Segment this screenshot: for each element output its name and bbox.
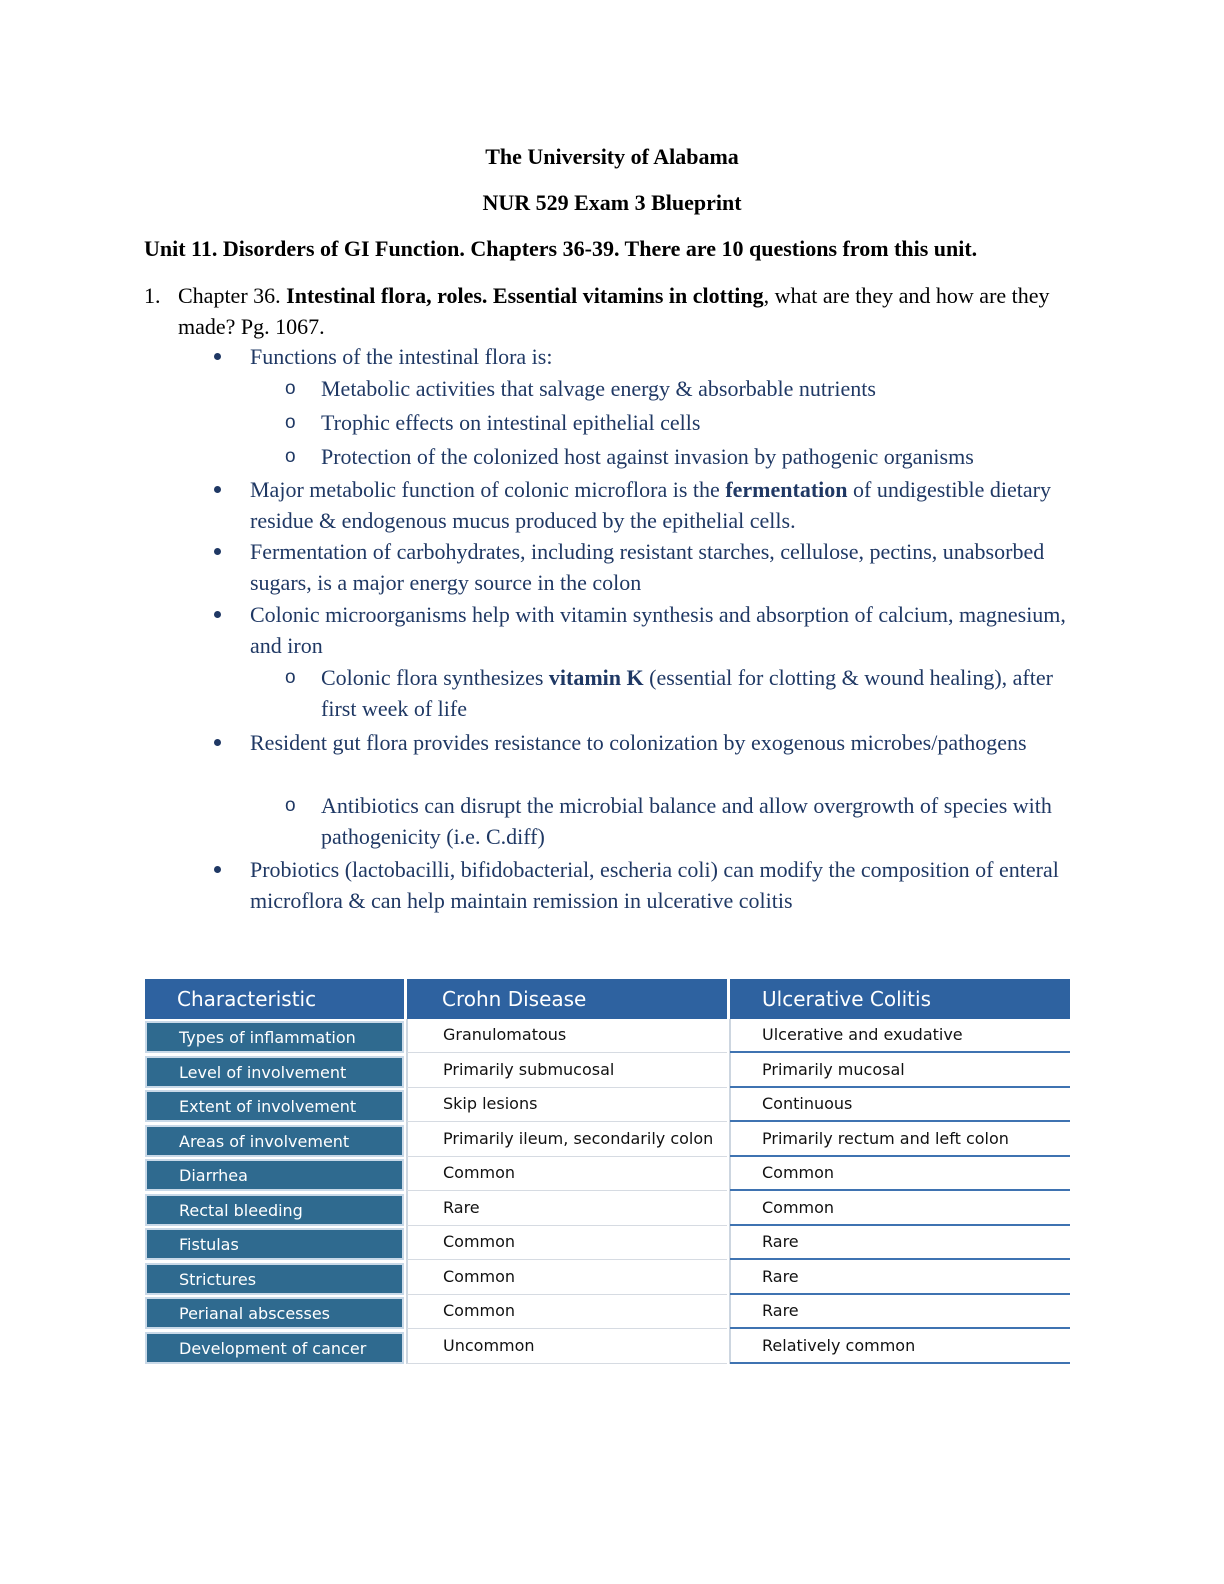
row-label: Extent of involvement — [145, 1090, 404, 1122]
exam-title: NUR 529 Exam 3 Blueprint — [482, 190, 742, 215]
sub-bullet-text: Trophic effects on intestinal epithelial cells — [321, 410, 701, 435]
circle-bullet-icon: o — [285, 667, 296, 688]
sub-bullet-vitamin-k — [285, 662, 1081, 724]
cell-ulcerative-colitis: Primarily rectum and left colon — [730, 1124, 1070, 1157]
cell-crohn: Rare — [407, 1193, 727, 1226]
sub-bullet-text: (essential for clotting & wound healing), after first week of life — [321, 665, 1053, 721]
item-number: 1. — [144, 283, 161, 308]
row-label: Fistulas — [145, 1228, 404, 1260]
university-title: The University of Alabama — [485, 144, 739, 169]
bullet-text: Resident gut flora provides resistance to colonization by exogenous microbes/pathogens — [250, 730, 1027, 755]
sub-bullet-1 — [285, 373, 1081, 404]
bullet-major-function — [250, 474, 1080, 536]
sub-bullet-text: Protection of the colonized host against invasion by pathogenic organisms — [321, 444, 974, 469]
circle-bullet-icon: o — [285, 378, 296, 399]
circle-bullet-icon: o — [285, 412, 296, 433]
bullet-text: of undigestible dietary residue & endogenous mucus produced by the epithelial cells. — [250, 477, 1051, 533]
cell-ulcerative-colitis: Ulcerative and exudative — [730, 1020, 1070, 1053]
bullet-dot-icon — [214, 548, 221, 555]
header-characteristic: Characteristic — [145, 979, 404, 1019]
bullet-text: Major metabolic function of colonic microflora is the — [250, 477, 726, 502]
row-label: Level of involvement — [145, 1056, 404, 1088]
cell-crohn: Common — [407, 1158, 727, 1191]
row-label: Perianal abscesses — [145, 1297, 404, 1329]
item-text — [178, 280, 1074, 342]
sub-bullet-3 — [285, 441, 1081, 472]
bullet-text: Fermentation of carbohydrates, including resistant starches, cellulose, pectins, unabsorbed sugars, is a major energy source in the colon — [250, 539, 1045, 595]
bullet-functions — [250, 341, 1080, 372]
comparison-table — [145, 979, 1070, 1364]
header-crohn: Crohn Disease — [407, 979, 727, 1019]
sub-bullet-2 — [285, 407, 1081, 438]
circle-bullet-icon: o — [285, 446, 296, 467]
item-suffix: , what are they and how are they made? Pg. 1067. — [178, 283, 1050, 339]
item-bold-topic: Intestinal flora, roles. Essential vitamins in clotting — [286, 283, 764, 308]
cell-ulcerative-colitis: Relatively common — [730, 1331, 1070, 1364]
header-ulcerative-colitis: Ulcerative Colitis — [730, 979, 1070, 1019]
sub-bullet-text: Metabolic activities that salvage energy & absorbable nutrients — [321, 376, 876, 401]
bullet-bold-text: fermentation — [725, 477, 848, 502]
cell-crohn: Granulomatous — [407, 1020, 727, 1053]
circle-bullet-icon: o — [285, 795, 296, 816]
bullet-dot-icon — [214, 353, 221, 360]
sub-bullet-text: Colonic flora synthesizes — [321, 665, 549, 690]
cell-crohn: Primarily ileum, secondarily colon — [407, 1124, 727, 1157]
item-prefix: Chapter 36. — [178, 283, 287, 308]
cell-ulcerative-colitis: Primarily mucosal — [730, 1055, 1070, 1088]
bullet-probiotics — [250, 854, 1080, 916]
cell-crohn: Skip lesions — [407, 1089, 727, 1122]
cell-ulcerative-colitis: Rare — [730, 1227, 1070, 1260]
cell-crohn: Common — [407, 1227, 727, 1260]
sub-bullet-bold-text: vitamin K — [548, 665, 644, 690]
cell-ulcerative-colitis: Rare — [730, 1296, 1070, 1329]
row-label: Development of cancer — [145, 1332, 404, 1364]
bullet-colonic — [250, 599, 1080, 661]
cell-crohn: Common — [407, 1296, 727, 1329]
cell-ulcerative-colitis: Common — [730, 1193, 1070, 1226]
cell-ulcerative-colitis: Rare — [730, 1262, 1070, 1295]
cell-crohn: Primarily submucosal — [407, 1055, 727, 1088]
cell-ulcerative-colitis: Common — [730, 1158, 1070, 1191]
numbered-item-1 — [144, 280, 1074, 342]
bullet-dot-icon — [214, 739, 221, 746]
sub-bullet-text: Antibiotics can disrupt the microbial balance and allow overgrowth of species with pathogenicity (i.e. C.diff) — [321, 793, 1052, 849]
cell-ulcerative-colitis: Continuous — [730, 1089, 1070, 1122]
row-label: Strictures — [145, 1263, 404, 1295]
bullet-dot-icon — [214, 611, 221, 618]
row-label: Areas of involvement — [145, 1125, 404, 1157]
cell-crohn: Uncommon — [407, 1331, 727, 1364]
bullet-text: Colonic microorganisms help with vitamin synthesis and absorption of calcium, magnesium, and iron — [250, 602, 1066, 658]
sub-bullet-antibiotics — [285, 790, 1081, 852]
bullet-fermentation — [250, 536, 1080, 598]
bullet-resident — [250, 727, 1080, 758]
bullet-dot-icon — [214, 486, 221, 493]
unit-heading: Unit 11. Disorders of GI Function. Chapters 36-39. There are 10 questions from this unit. — [144, 236, 978, 261]
row-label: Diarrhea — [145, 1159, 404, 1191]
bullet-text: Probiotics (lactobacilli, bifidobacterial, escheria coli) can modify the composition of enteral microflora & can help maintain remission in ulcerative colitis — [250, 857, 1059, 913]
row-label: Types of inflammation — [145, 1021, 404, 1053]
bullet-dot-icon — [214, 866, 221, 873]
row-label: Rectal bleeding — [145, 1194, 404, 1226]
bullet-text: Functions of the intestinal flora is: — [250, 344, 553, 369]
cell-crohn: Common — [407, 1262, 727, 1295]
